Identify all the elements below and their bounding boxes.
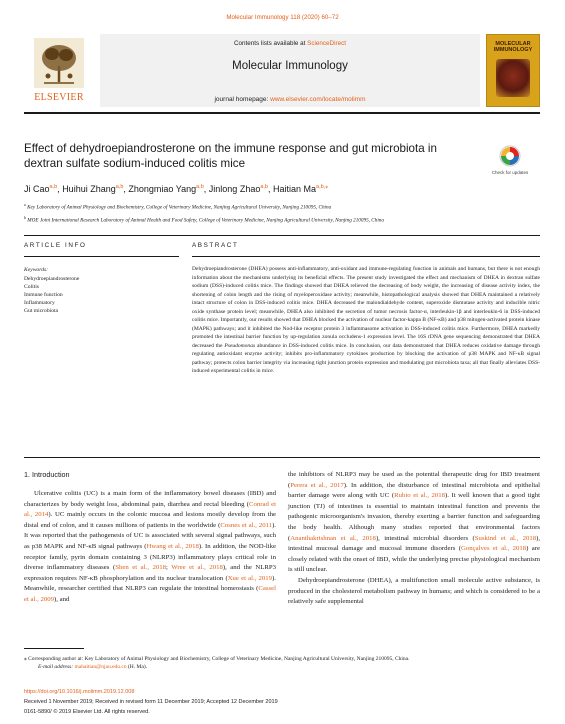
paragraph: the inhibitors of NLRP3 may be used as the potential therapeutic drug for IBD treatment (Perera et al., 2017). In addition, the disturbance of intestinal microbiota and epithelial barrier damage were along with UC (Rubio et al., 2018). It well known that a good tight junction (TJ) of intestines is essential to maintain intestinal function and prevents the pathogenic microorganism's invasion, thereby exerting a barrier function and safeguarding the body health. Although many studies reported that environmental factors (Ananthakrishnan et al., 2018), intestinal microbial disorders (Suskind et al., 2018), intestinal mucosal damage and mucosal immune disorders (Gonçalves et al., 2018) are closely related with the onset of IBD, while the underlying precise physiological mechanism is still unclear. [288,471,541,574]
author-affil-marker[interactable]: a,b [115,184,124,190]
homepage-prefix: journal homepage: [214,96,269,103]
citation-link[interactable]: Hwang et al., 2018 [146,542,199,550]
keyword: Immune function [24,292,63,298]
email-suffix: (H. Ma). [127,664,148,670]
publisher-name: ELSEVIER [34,92,84,103]
author-name: Jinlong Zhao [208,184,261,194]
author-affil-marker[interactable]: a,b [196,184,204,190]
citation-link[interactable]: Conrad et al., 2014 [24,500,276,519]
citation-link[interactable]: Xue et al., 2019 [227,574,273,582]
section-divider [24,235,540,236]
email-label: E-mail address: [38,664,74,670]
cover-image [496,59,530,97]
intro-column-left [24,489,276,606]
cover-title: MOLECULAR IMMUNOLOGY [493,41,533,53]
author[interactable] [62,184,123,194]
author-list: Ji Cao$^{a,b}$, Huihui Zhang$^{a,b}$, Zhongmiao Yang$^{a,b}$, Jinlong Zhao$^{a,b}$, Haitian $Ma^{a,b,⁎}$ [24,184,328,194]
author-name: Ji Cao [24,184,50,194]
article-info-heading: ARTICLE INFO [24,242,87,249]
abstract-divider [192,256,540,257]
citation-link[interactable]: Perera et al., 2017 [290,481,344,489]
contents-prefix: Contents lists available at [233,40,306,47]
affiliation-text: Key Laboratory of Animal Physiology and Biochemistry, College of Veterinary Medicine, Nanjing Agricultural University, Nanjing 210095, China [27,204,332,211]
article-dates: Received 1 November 2019; Received in revised form 11 December 2019; Accepted 12 December 2019 [24,699,278,705]
keywords-label: Keywords: [24,267,49,273]
citation-link[interactable]: Suskind et al., 2018 [474,534,537,542]
journal-title: Molecular Immunology [232,60,348,72]
affiliation-marker: a [24,202,26,207]
intro-column-right [288,470,540,608]
author-name: Zhongmiao Yang [128,184,197,194]
issn-copyright: 0161-5890/ © 2019 Elsevier Ltd. All rights reserved. [24,709,150,715]
author-affil-marker[interactable]: a,b [260,184,268,190]
abstract-body [192,265,540,376]
affiliation-text: MOE Joint International Research Laboratory of Animal Health and Food Safety, College of Veterinary Medicine, Nanjing Agricultural University, Nanjing 210095, China [27,217,384,224]
article-title: Effect of dehydroepiandrosterone on the immune response and gut microbiota in dextran sulfate sodium-induced colitis mice [24,142,437,170]
doi-link[interactable]: https://doi.org/10.1016/j.molimm.2019.12.008 [24,689,135,695]
header-divider [24,112,540,114]
journal-reference[interactable]: Molecular Immunology 118 (2020) 60–72 [226,14,339,21]
tree-emblem-icon [34,38,84,88]
citation-link[interactable]: Cassel et al., 2009 [24,585,276,603]
author[interactable] [273,184,328,194]
footnote-email-line [24,663,540,671]
author[interactable] [209,184,268,194]
affiliation [24,200,540,213]
author-name: Huihui Zhang [62,184,116,194]
citation-link[interactable]: Cosnes et al., 2011 [220,521,273,529]
homepage-line [100,96,480,103]
paragraph: Dehydroepiandrosterone (DHEA), a multifunction small molecule active substance, is produced in the cholesterol metabolism pathway in humans; and which is considered to be a relatively safe supplemental [288,576,540,606]
author[interactable] [24,184,57,194]
abstract-text: abundance in DSS-induced colitis mice. In conclusion, our data demonstrated that DHEA reduces oxidative damage through regulating antioxidant enzyme activity; inhibits pro-inflammatory cytokines production by blocking the activation of p38 MAPK and NF-κB signal pathway; protects colon barrier integrity via increasing tight junction protein expression and modulating gut microbiota taxa; all that finally alleviates DSS-induced experimental colitis in mice. [192,342,540,374]
elsevier-logo[interactable] [24,34,94,107]
keyword: Inflammatory [24,300,55,306]
email-link[interactable]: mahaitian@njau.edu.cn [74,664,127,670]
footnote-text: ⁎ Corresponding author at: Key Laboratory of Animal Physiology and Biochemistry, College of Veterinary Medicine, Nanjing Agricultural University, Nanjing 210095, China. [24,656,410,662]
paragraph: Ulcerative colitis (UC) is a main form of the inflammatory bowel diseases (IBD) and characterizes by body weight loss, abdominal pain, diarrhea and rectal bleeding (Conrad et al., 2014). UC mainly occurs in the colonic mucosa and lesions mostly develop from the distal end of colon, and it causes millions of patients in the worldwide (Cosnes et al., 2011). It was reported that the pathogenesis of UC is associated with several signal pathways, such as p38 MAPK and NF-κB signal pathways (Hwang et al., 2018). In addition, the NOD-like receptor family, pyrin domain containing 3 (NLRP3) inflammatory plays critical role in diverse inflammatory diseases (Shen et al., 2018; Wree et al., 2018), and the NLRP3 expression requires NF-κB phosphorylation and its nuclear translocation (Xue et al., 2019). Meanwhile, researcher certified that NLRP3 can regulate the intestinal homeostasis (Cassel et al., 2009), and [24,490,276,603]
contents-line [100,40,480,47]
author-name: Haitian Ma [273,184,317,194]
affiliation-marker: b [24,214,26,220]
abstract-end-divider [24,457,540,458]
article-info-divider [24,256,179,257]
citation-link[interactable]: Gonçalves et al., 2018 [461,545,527,553]
citation-link[interactable]: Rubio et al., 2018 [394,492,445,500]
masthead-center [100,34,480,107]
citation-link[interactable]: Ananthakrishnan et al., 2018 [290,534,376,542]
keyword: Gut microbiota [24,308,59,314]
keyword: Dehydroepiandrosterone [24,276,80,282]
journal-masthead [24,34,540,107]
citation-link[interactable]: Shen et al., 2018 [115,564,166,572]
homepage-link[interactable]: www.elsevier.com/locate/molimm [270,96,366,103]
sciencedirect-link[interactable]: ScienceDirect [307,40,346,47]
author-affil-marker[interactable]: a,b,⁎ [316,184,328,190]
author[interactable] [128,184,203,194]
crossmark-icon [490,144,530,170]
keyword: Colitis [24,284,39,290]
corresponding-author-footnote [24,655,540,671]
abstract-text: Dehydroepiandrosterone (DHEA) possess anti-inflammatory, anti-oxidant and immune-regulating function in animals and humans, but there is not enough information about the mechanisms underlying its beneficial effects. The present study investigated the effect and mechanism of DHEA in dextran sulfate sodium (DSS)-induced colitis mice. The findings showed that DHEA relieved the decreasing of body weight, the increasing of disease activity index, the shortening of colon length and the rising of myeloperoxidase activity; meanwhile, histopathological analysis showed that DHEA maintained a relatively intact structure of colon in DSS-induced colitis mice. DHEA decreased the malondialdehyde content, superoxide dismutase activity and inducible nitric oxide synthase protein level; meanwhile, DHEA also inhibited the secretion of tumor necrosis factor-α, interleukin-1β and interleukin-6 in DSS-induced colitis mice. Importantly, our results showed that DHEA blocked the activation of nuclear factor-kappa B (NF-κB) and p38 mitogen-activated protein kinase (MAPK) pathways; and it inhibited the Nod-like receptor protein 3 inflammasome activation in DSS-induced colitis mice. Furthermore, DHEA markedly promoted the intestinal barrier function by up-regulation zonula occludens-1 expression level. The 16S rDNA gene sequencing demonstrated that DHEA decreased the [192,266,540,349]
crossmark-label: Check for updates [491,170,529,175]
affiliation [24,213,540,226]
affiliations [24,200,540,225]
abstract-heading: ABSTRACT [192,242,239,249]
crossmark-badge[interactable] [490,144,530,178]
citation-link[interactable]: Wree et al., 2018 [171,564,223,572]
footnote-divider [24,648,84,649]
journal-cover-thumbnail[interactable] [486,34,540,107]
section-heading-introduction: 1. Introduction [24,470,70,479]
author-affil-marker[interactable]: a,b [49,184,58,190]
abstract-taxon: Pseudomonas [224,342,256,349]
